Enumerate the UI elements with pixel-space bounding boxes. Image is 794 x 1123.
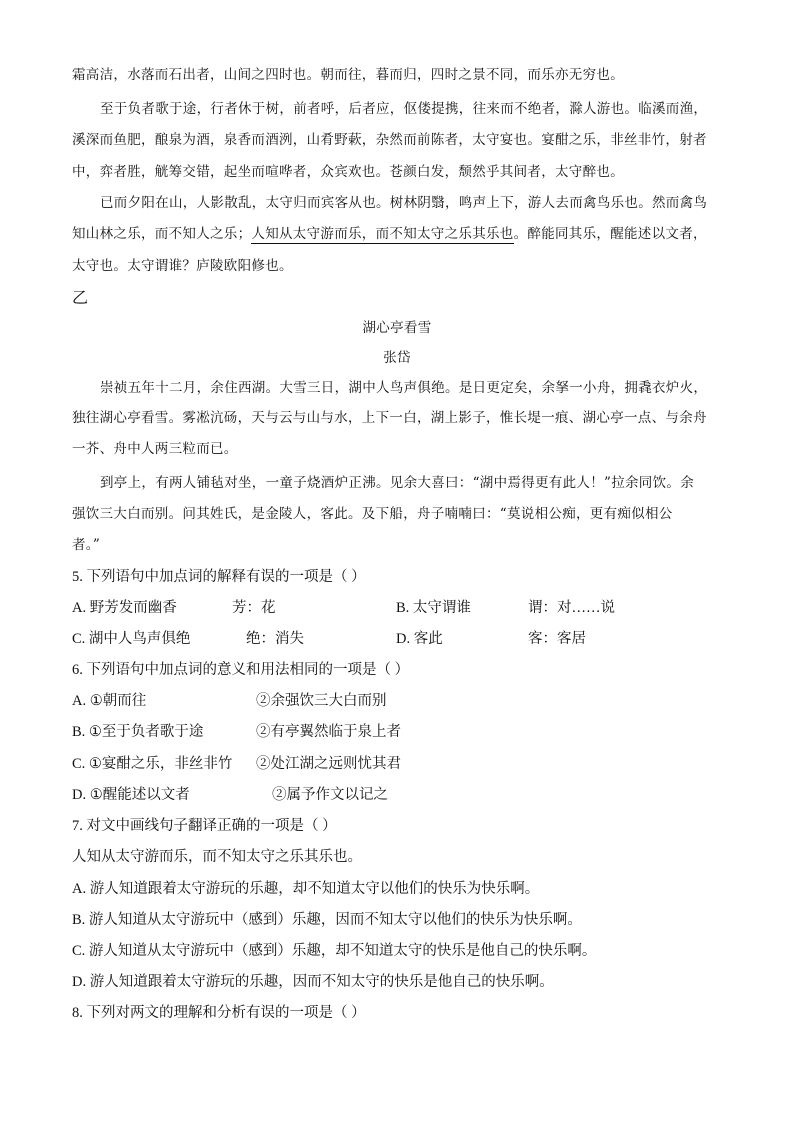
- passage-yi-line-4: 到亭上，有两人铺毡对坐，一童子烧酒炉正沸。见余大喜曰：“湖中焉得更有此人！”拉余同饮。余: [100, 475, 695, 491]
- passage-jia-line-5: 已而夕阳在山，人影散乱，太守归而宾客从也。树林阴翳，鸣声上下，游人去而禽鸟乐也。然而禽鸟: [100, 195, 708, 211]
- q5-option-a-note: 芳：花: [232, 600, 276, 616]
- q6-option-c-1: C. ①宴酣之乐，非丝非竹: [72, 756, 233, 772]
- question-5-stem: 5. 下列语句中加点词的解释有误的一项是（ ）: [72, 569, 366, 585]
- q7-option-a: A. 游人知道跟着太守游玩的乐趣，却不知道太守以他们的快乐为快乐啊。: [72, 881, 540, 897]
- q7-option-b: B. 游人知道从太守游玩中（感到）乐趣，因而不知太守以他们的快乐为快乐啊。: [72, 912, 582, 928]
- passage-jia-text: 知山林之乐，而不知人之乐；: [72, 226, 252, 242]
- q5-option-c-note: 绝：消失: [246, 631, 304, 647]
- passage-yi-line-1: 崇祯五年十二月，余住西湖。大雪三日，湖中人鸟声俱绝。是日更定矣，余拏一小舟，拥毳衣炉火，: [100, 380, 708, 396]
- question-7-stem: 7. 对文中画线句子翻译正确的一项是（ ）: [72, 818, 337, 834]
- passage-jia-line-2: 至于负者歌于途，行者休于树，前者呼，后者应，伛偻提携，往来而不绝者，滁人游也。临溪而渔，: [100, 101, 708, 117]
- passage-yi-line-6: 者。”: [72, 537, 101, 553]
- q6-option-b-2: ②有亭翼然临于泉上者: [256, 724, 401, 740]
- question-6-stem: 6. 下列语句中加点词的意义和用法相同的一项是（ ）: [72, 662, 410, 678]
- q7-sentence: 人知从太守游而乐，而不知太守之乐其乐也。: [72, 849, 362, 865]
- passage-jia-line-4: 中，弈者胜，觥筹交错，起坐而喧哗者，众宾欢也。苍颜白发，颓然乎其间者，太守醉也。: [72, 164, 624, 180]
- q6-option-c-2: ②处江湖之远则忧其君: [256, 756, 401, 772]
- q6-option-d-1: D. ①醒能述以文者: [72, 787, 190, 803]
- passage-jia-text: 。醉能同其乐，醒能述以文者，: [513, 226, 707, 242]
- q6-option-a-1: A. ①朝而往: [72, 693, 147, 709]
- passage-jia-line-6: [72, 224, 707, 244]
- passage-yi-author: 张岱: [383, 350, 411, 366]
- passage-jia-line-1: 霜高洁，水落而石出者，山间之四时也。朝而往，暮而归，四时之景不同，而乐亦无穷也。: [72, 67, 624, 83]
- passage-yi-title: 湖心亭看雪: [362, 320, 432, 336]
- q5-option-d: D. 客此: [396, 631, 443, 647]
- passage-jia-line-7: 太守也。太守谓谁？庐陵欧阳修也。: [72, 258, 293, 274]
- q5-option-b-note: 谓：对……说: [528, 600, 615, 616]
- passage-yi-line-5: 强饮三大白而别。问其姓氏，是金陵人，客此。及下船，舟子喃喃曰：“莫说相公痴，更有痴似相公: [72, 506, 673, 522]
- q5-option-a: A. 野芳发而幽香: [72, 600, 177, 616]
- q7-option-d: D. 游人知道跟着太守游玩的乐趣，因而不知太守的快乐是他自己的快乐啊。: [72, 974, 554, 990]
- q5-option-d-note: 客：客居: [528, 631, 586, 647]
- question-8-stem: 8. 下列对两文的理解和分析有误的一项是（ ）: [72, 1005, 366, 1021]
- passage-yi-line-2: 独往湖心亭看雪。雾凇沆砀，天与云与山与水，上下一白，湖上影子，惟长堤一痕、湖心亭一点、与余舟: [72, 410, 707, 426]
- q5-option-b: B. 太守谓谁: [396, 600, 471, 616]
- q6-option-a-2: ②余强饮三大白而别: [256, 693, 387, 709]
- q6-option-b-1: B. ①至于负者歌于途: [72, 724, 204, 740]
- passage-yi-line-3: 一芥、舟中人两三粒而已。: [72, 441, 238, 457]
- q7-option-c: C. 游人知道从太守游玩中（感到）乐趣，却不知道太守的快乐是他自己的快乐啊。: [72, 943, 597, 959]
- underlined-sentence: 人知从太守游而乐，而不知太守之乐其乐也: [251, 226, 514, 242]
- q5-option-c: C. 湖中人鸟声俱绝: [72, 631, 191, 647]
- q6-option-d-2: ②属予作文以记之: [272, 787, 388, 803]
- passage-jia-line-3: 溪深而鱼肥，酿泉为酒，泉香而酒洌，山肴野蔌，杂然而前陈者，太守宴也。宴酣之乐，非丝非竹，射者: [72, 132, 707, 148]
- section-yi-label: 乙: [72, 290, 89, 307]
